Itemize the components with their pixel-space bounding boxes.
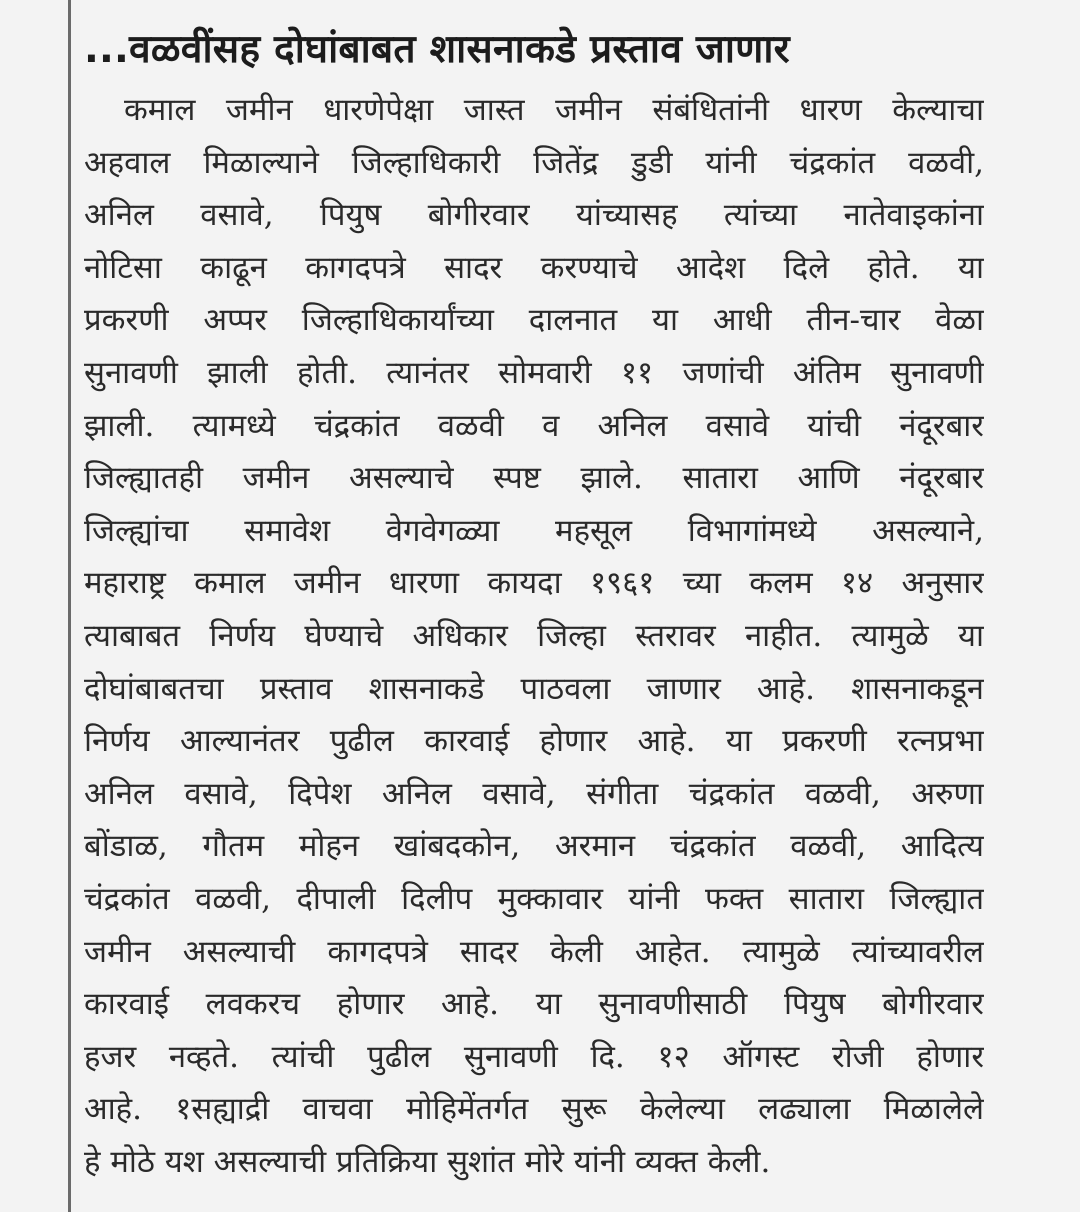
article-line: अनिल वसावे, पियुष बोगीरवार यांच्यासह त्यांच्या नातेवाइकांना bbox=[84, 197, 984, 234]
article-line: महाराष्ट्र कमाल जमीन धारणा कायदा १९६१ च्या कलम १४ अनुसार bbox=[84, 565, 984, 602]
column-rule bbox=[68, 0, 71, 1212]
article-line: जिल्ह्यांचा समावेश वेगवेगळ्या महसूल विभागांमध्ये असल्याने, bbox=[84, 512, 984, 549]
article-line: झाली. त्यामध्ये चंद्रकांत वळवी व अनिल वसावे यांची नंदूरबार bbox=[84, 407, 984, 444]
headline: ...वळवींसह दोघांबाबत शासनाकडे प्रस्ताव जाणार bbox=[84, 27, 790, 72]
article-line: सुनावणी झाली होती. त्यानंतर सोमवारी ११ जणांची अंतिम सुनावणी bbox=[84, 354, 984, 391]
article-line: बोंडाळ, गौतम मोहन खांबदकोन, अरमान चंद्रकांत वळवी, आदित्य bbox=[84, 828, 984, 865]
article-line: कमाल जमीन धारणेपेक्षा जास्त जमीन संबंधितांनी धारण केल्याचा bbox=[124, 92, 984, 128]
article-line: निर्णय आल्यानंतर पुढील कारवाई होणार आहे. या प्रकरणी रत्नप्रभा bbox=[84, 723, 984, 760]
article-line: जिल्ह्यातही जमीन असल्याचे स्पष्ट झाले. सातारा आणि नंदूरबार bbox=[84, 460, 984, 497]
article-line: त्याबाबत निर्णय घेण्याचे अधिकार जिल्हा स्तरावर नाहीत. त्यामुळे या bbox=[84, 617, 984, 654]
article-line: आहे. १सह्याद्री वाचवा मोहिमेंतर्गत सुरू केलेल्या लढ्याला मिळालेले bbox=[84, 1091, 984, 1128]
article-line: हजर नव्हते. त्यांची पुढील सुनावणी दि. १२ ऑगस्ट रोजी होणार bbox=[84, 1038, 984, 1075]
article-line: अनिल वसावे, दिपेश अनिल वसावे, संगीता चंद्रकांत वळवी, अरुणा bbox=[84, 775, 984, 812]
article-line: चंद्रकांत वळवी, दीपाली दिलीप मुक्कावार यांनी फक्त सातारा जिल्ह्यात bbox=[84, 880, 984, 917]
article-line: अहवाल मिळाल्याने जिल्हाधिकारी जितेंद्र डुडी यांनी चंद्रकांत वळवी, bbox=[84, 144, 984, 181]
cropped-previous-line bbox=[95, 0, 995, 4]
article-line: जमीन असल्याची कागदपत्रे सादर केली आहेत. त्यामुळे त्यांच्यावरील bbox=[84, 933, 984, 970]
article-line: कारवाई लवकरच होणार आहे. या सुनावणीसाठी पियुष बोगीरवार bbox=[84, 986, 984, 1023]
article-line: हे मोठे यश असल्याची प्रतिक्रिया सुशांत मोरे यांनी व्यक्त केली. bbox=[84, 1143, 771, 1180]
cropped-next-heading bbox=[210, 1206, 810, 1212]
article-line: प्रकरणी अप्पर जिल्हाधिकार्यांच्या दालनात या आधी तीन-चार वेळा bbox=[84, 302, 984, 339]
article-body bbox=[84, 84, 984, 1188]
article-line: नोटिसा काढून कागदपत्रे सादर करण्याचे आदेश दिले होते. या bbox=[84, 249, 984, 286]
article-line: दोघांबाबतचा प्रस्ताव शासनाकडे पाठवला जाणार आहे. शासनाकडून bbox=[84, 670, 984, 707]
